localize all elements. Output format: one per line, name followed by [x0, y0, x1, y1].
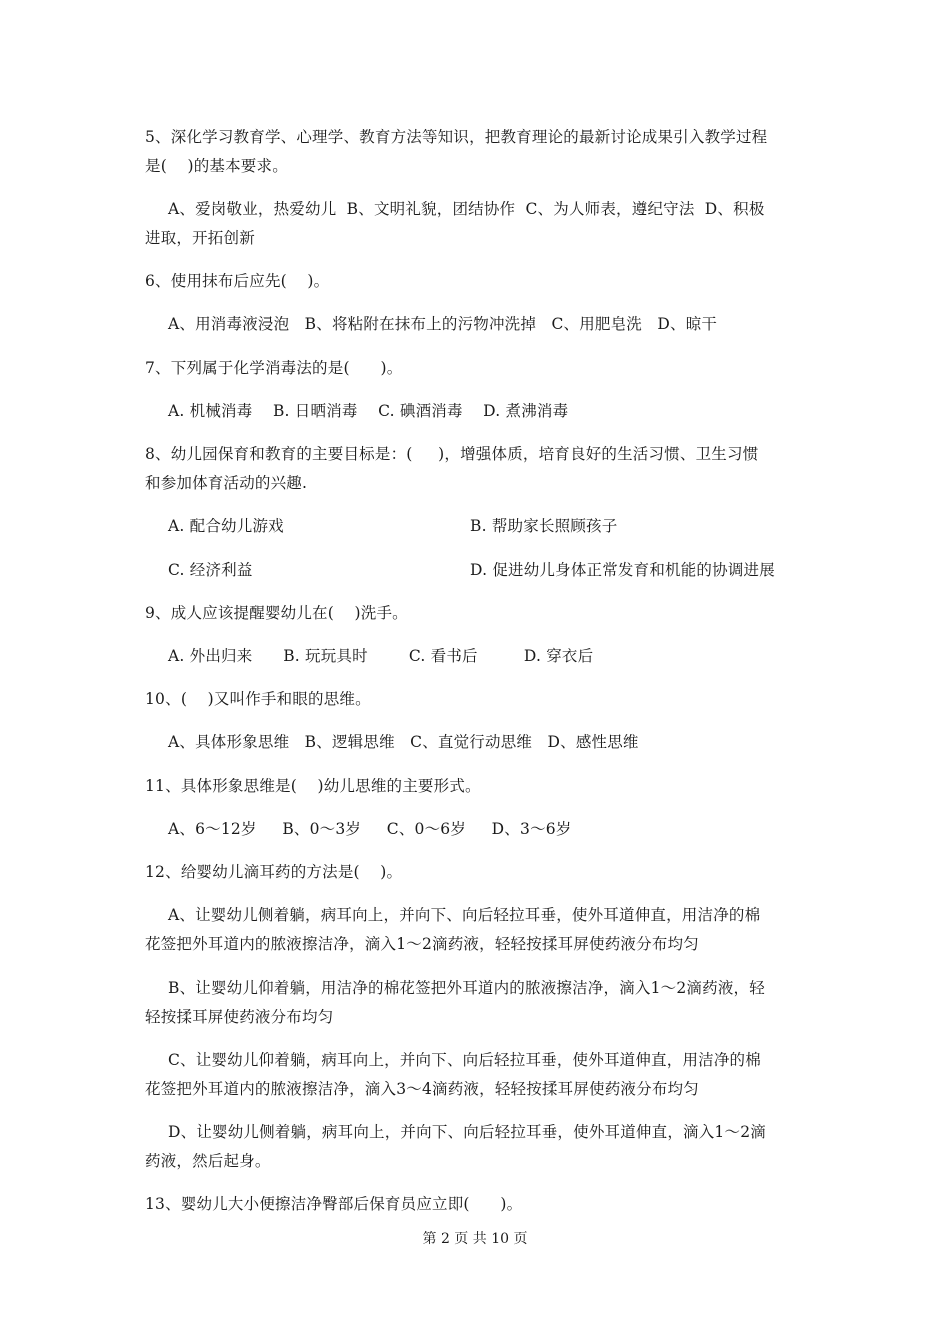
q8-option-d: D. 促进幼儿身体正常发育和机能的协调进展: [470, 561, 775, 579]
q12-option-d-line2: 药液，然后起身。: [145, 1152, 271, 1170]
q12-option-b-line2: 轻按揉耳屏使药液分布均匀: [145, 1008, 334, 1026]
q12-option-c-line2: 花签把外耳道内的脓液擦洁净，滴入3～4滴药液，轻轻按揉耳屏使药液分布均匀: [145, 1080, 699, 1098]
q12-option-c-line1: C、让婴幼儿仰着躺，病耳向上，并向下、向后轻拉耳垂，使外耳道伸直，用洁净的棉: [168, 1051, 761, 1069]
q9-options: A. 外出归来 B. 玩玩具时 C. 看书后 D. 穿衣后: [168, 647, 594, 665]
page-number-footer: 第 2 页 共 10 页: [422, 1231, 528, 1247]
q8-option-b: B. 帮助家长照顾孩子: [470, 517, 618, 535]
q12-stem: 12、给婴幼儿滴耳药的方法是( )。: [145, 863, 403, 881]
q9-stem: 9、成人应该提醒婴幼儿在( )洗手。: [145, 604, 408, 622]
q6-stem: 6、使用抹布后应先( )。: [145, 272, 330, 290]
q12-option-d-line1: D、让婴幼儿侧着躺，病耳向上，并向下、向后轻拉耳垂，使外耳道伸直，滴入1～2滴: [168, 1123, 766, 1141]
q11-options: A、6～12岁 B、0～3岁 C、0～6岁 D、3～6岁: [168, 820, 572, 838]
q12-option-b-line1: B、让婴幼儿仰着躺，用洁净的棉花签把外耳道内的脓液擦洁净，滴入1～2滴药液，轻: [168, 979, 765, 997]
q8-stem-line2: 和参加体育活动的兴趣.: [145, 474, 308, 492]
q5-stem-line2: 是( )的基本要求。: [145, 157, 288, 175]
q10-options: A、具体形象思维 B、逻辑思维 C、直觉行动思维 D、感性思维: [168, 733, 639, 751]
q7-stem: 7、下列属于化学消毒法的是( )。: [145, 359, 403, 377]
q12-option-a-line1: A、让婴幼儿侧着躺，病耳向上，并向下、向后轻拉耳垂，使外耳道伸直，用洁净的棉: [168, 906, 761, 924]
q8-option-a: A. 配合幼儿游戏: [168, 517, 284, 535]
q11-stem: 11、具体形象思维是( )幼儿思维的主要形式。: [145, 777, 481, 795]
q5-options-line1: A、爱岗敬业，热爱幼儿 B、文明礼貌，团结协作 C、为人师表，遵纪守法 D、积极: [168, 200, 765, 218]
q5-options-line2: 进取，开拓创新: [145, 229, 255, 247]
q8-option-c: C. 经济利益: [168, 561, 253, 579]
q7-options: A. 机械消毒 B. 日晒消毒 C. 碘酒消毒 D. 煮沸消毒: [168, 402, 569, 420]
q10-stem: 10、( )又叫作手和眼的思维。: [145, 690, 371, 708]
q5-stem-line1: 5、深化学习教育学、心理学、教育方法等知识，把教育理论的最新讨论成果引入教学过程: [145, 128, 768, 146]
q13-stem: 13、婴幼儿大小便擦洁净臀部后保育员应立即( )。: [145, 1195, 523, 1213]
q6-options: A、用消毒液浸泡 B、将粘附在抹布上的污物冲洗掉 C、用肥皂洗 D、晾干: [168, 315, 718, 333]
q12-option-a-line2: 花签把外耳道内的脓液擦洁净，滴入1～2滴药液，轻轻按揉耳屏使药液分布均匀: [145, 935, 699, 953]
q8-stem-line1: 8、幼儿园保育和教育的主要目标是：( )，增强体质，培育良好的生活习惯、卫生习惯: [145, 445, 759, 463]
